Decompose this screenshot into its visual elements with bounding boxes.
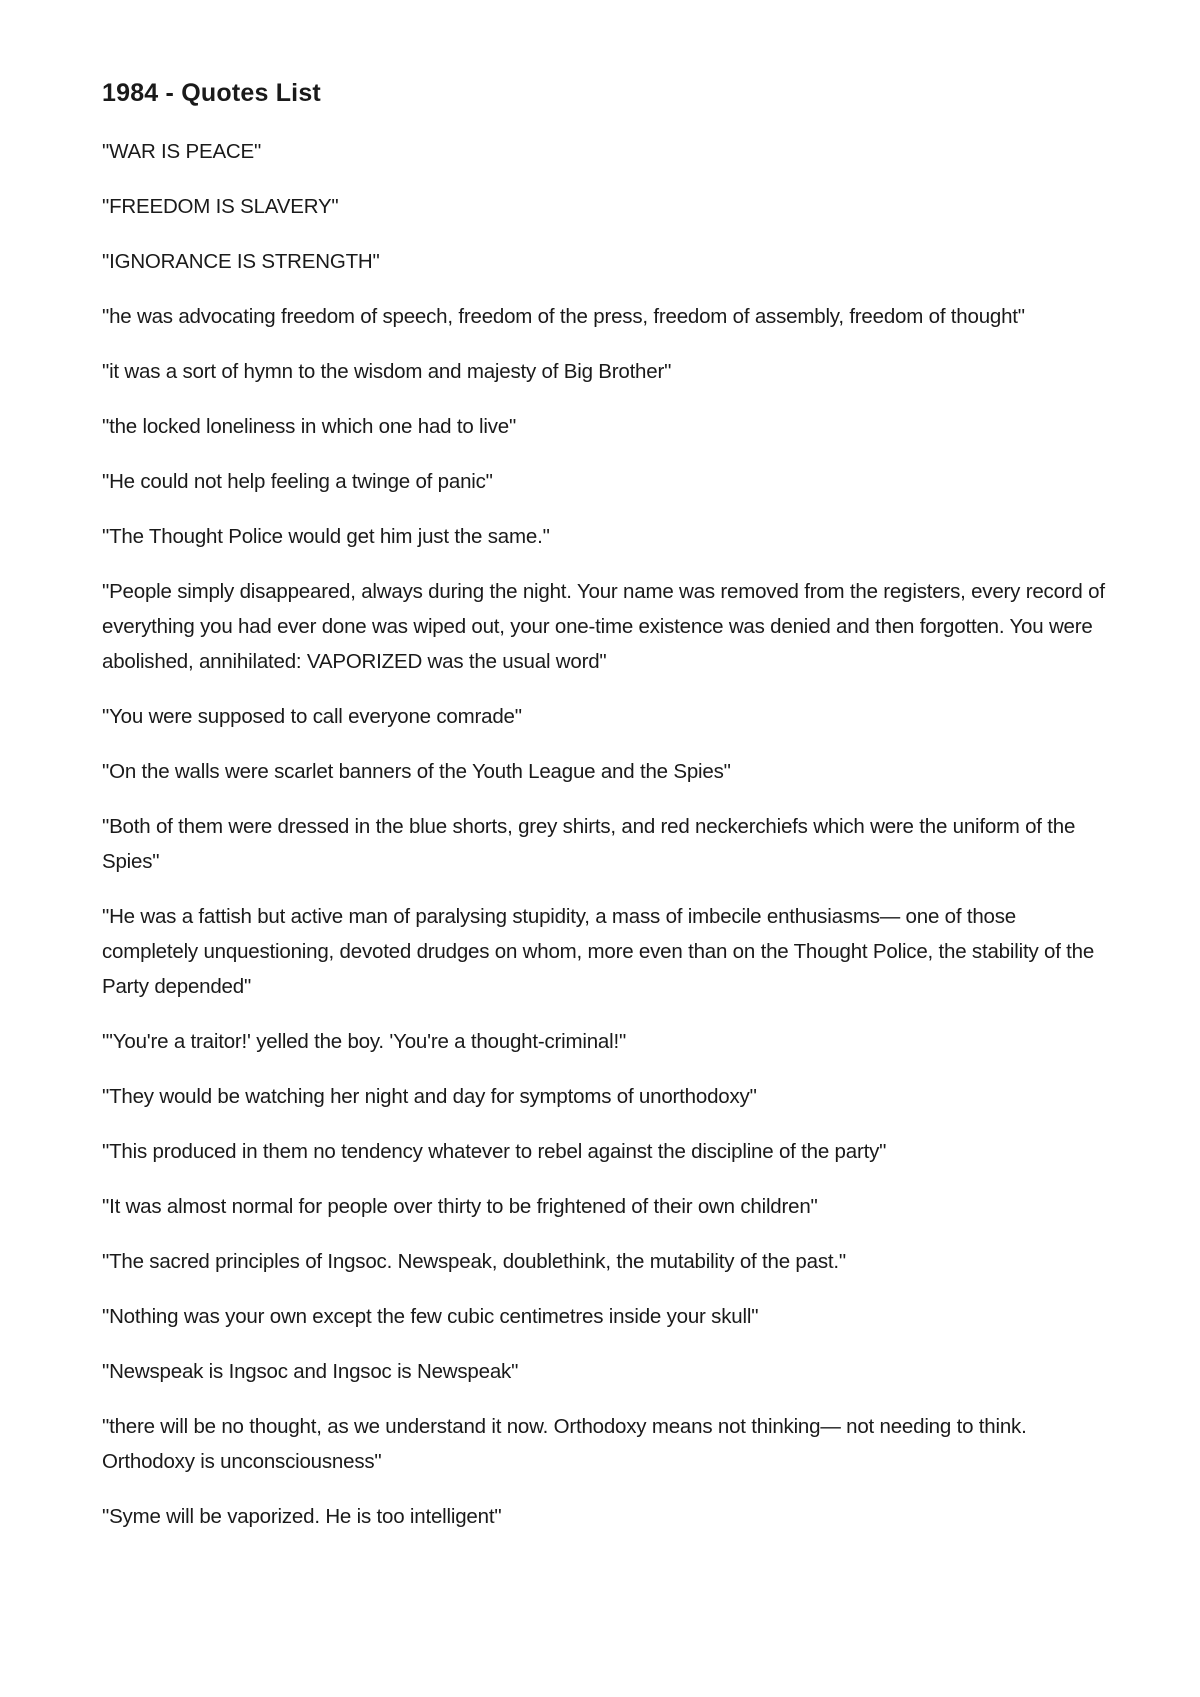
quote-item: "it was a sort of hymn to the wisdom and majesty of Big Brother": [102, 360, 672, 383]
quote-item: "You were supposed to call everyone comrade": [102, 705, 522, 728]
quote-list: [102, 134, 1112, 1534]
quote-item: "He was a fattish but active man of paralysing stupidity, a mass of imbecile enthusiasms— one of those completely unquestioning, devoted drudges on whom, more even than on the Thought Police, the stability of the Party depended": [102, 905, 1095, 998]
quote-item: "People simply disappeared, always during the night. Your name was removed from the registers, every record of everything you had ever done was wiped out, your one-time existence was denied and then forgotten. You were abolished, annihilated: VAPORIZED was the usual word": [102, 580, 1105, 673]
quote-item: "there will be no thought, as we understand it now. Orthodoxy means not thinking— not needing to think. Orthodoxy is unconsciousness": [102, 1415, 1027, 1473]
quote-item: "On the walls were scarlet banners of the Youth League and the Spies": [102, 760, 731, 783]
quote-item: "This produced in them no tendency whatever to rebel against the discipline of the party": [102, 1140, 887, 1163]
quote-item: "It was almost normal for people over thirty to be frightened of their own children": [102, 1195, 818, 1218]
quote-item: "the locked loneliness in which one had to live": [102, 415, 517, 438]
quote-item: "The sacred principles of Ingsoc. Newspeak, doublethink, the mutability of the past.": [102, 1250, 846, 1273]
document-page: [102, 72, 1112, 1554]
quote-item: "WAR IS PEACE": [102, 140, 262, 163]
quote-item: "He could not help feeling a twinge of panic": [102, 470, 493, 493]
quote-item: "Syme will be vaporized. He is too intelligent": [102, 1505, 502, 1528]
document-title: 1984 - Quotes List: [102, 79, 321, 107]
quote-item: "'You're a traitor!' yelled the boy. 'You're a thought-criminal!": [102, 1030, 627, 1053]
quote-item: "Nothing was your own except the few cubic centimetres inside your skull": [102, 1305, 759, 1328]
quote-item: "Newspeak is Ingsoc and Ingsoc is Newspeak": [102, 1360, 519, 1383]
quote-item: "They would be watching her night and day for symptoms of unorthodoxy": [102, 1085, 757, 1108]
quote-item: "FREEDOM IS SLAVERY": [102, 195, 339, 218]
quote-item: "The Thought Police would get him just the same.": [102, 525, 550, 548]
quote-item: "Both of them were dressed in the blue shorts, grey shirts, and red neckerchiefs which were the uniform of the Spies": [102, 815, 1076, 873]
quote-item: "he was advocating freedom of speech, freedom of the press, freedom of assembly, freedom of thought": [102, 305, 1025, 328]
quote-item: "IGNORANCE IS STRENGTH": [102, 250, 380, 273]
